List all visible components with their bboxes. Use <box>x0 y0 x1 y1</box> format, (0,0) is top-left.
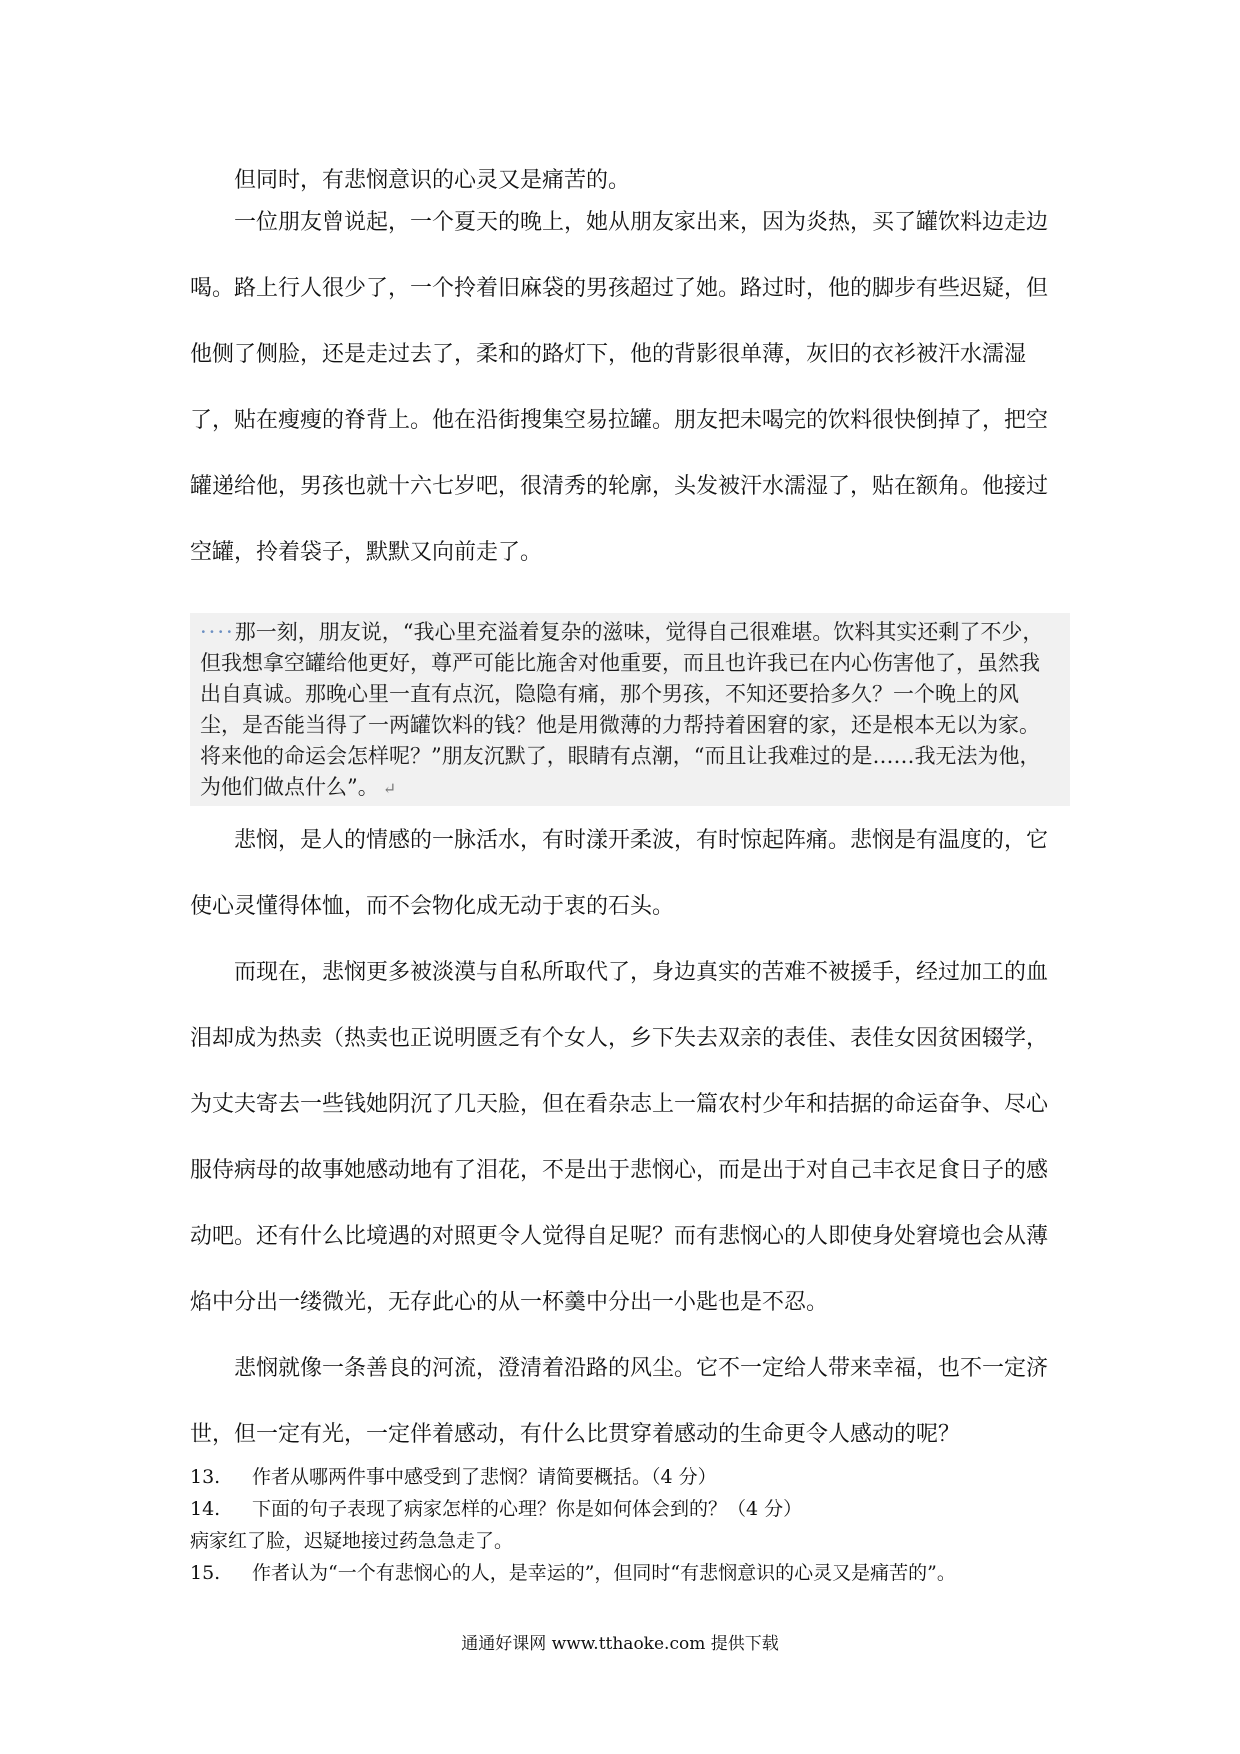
ellipsis-dots: ···· <box>200 620 235 644</box>
paragraph-story: 一位朋友曾说起，一个夏天的晚上，她从朋友家出来，因为炎热，买了罐饮料边走边喝。路上行人很少了，一个拎着旧麻袋的男孩超过了她。路过时，他的脚步有些迟疑，但他侧了侧脸，还是走过去了，柔和的路灯下，他的背影很单薄，灰旧的衣衫被汗水濡湿了，贴在瘦瘦的脊背上。他在沿街搜集空易拉罐。朋友把未喝完的饮料很快倒掉了，把空罐递给他，男孩也就十六七岁吧，很清秀的轮廓，头发被汗水濡湿了，贴在额角。他接过空罐，拎着袋子，默默又向前走了。 <box>190 210 1049 565</box>
question-list <box>190 1461 1070 1589</box>
paragraph-compassion-definition: 悲悯，是人的情感的一脉活水，有时漾开柔波，有时惊起阵痛。悲悯是有温度的，它使心灵懂得体恤，而不会物化成无动于衷的石头。 <box>190 828 1049 919</box>
question-14-quote <box>190 1525 1070 1557</box>
question-13 <box>190 1461 1070 1493</box>
question-number: 15. <box>190 1562 221 1584</box>
question-14 <box>190 1493 1070 1525</box>
page-footer: 通通好课网 www.tthaoke.com 提供下载 <box>461 1634 779 1654</box>
question-text: 作者从哪两件事中感受到了悲悯？请简要概括。（4 分） <box>252 1466 717 1488</box>
question-text: 作者认为“一个有悲悯心的人，是幸运的”，但同时“有悲悯意识的心灵又是痛苦的”。 <box>252 1562 956 1584</box>
quoted-passage <box>190 613 1070 806</box>
quote-text: 那一刻，朋友说，“我心里充溢着复杂的滋味，觉得自己很难堪。饮料其实还剩了不少，但我想拿空罐给他更好，尊严可能比施舍对他重要，而且也许我已在内心伤害他了，虽然我出自真诚。那晚心里一直有点沉，隐隐有痛，那个男孩，不知还要拾多久？一个晚上的风尘，是否能当得了一两罐饮料的钱？他是用微薄的力帮持着困窘的家，还是根本无以为家。将来他的命运会怎样呢？”朋友沉默了，眼睛有点潮，“而且让我难过的是……我无法为他，为他们做点什么”。 <box>200 620 1044 799</box>
question-text: 病家红了脸，迟疑地接过药急急走了。 <box>190 1530 514 1552</box>
return-mark-icon: ↵ <box>382 779 397 798</box>
paragraph-indifference: 而现在，悲悯更多被淡漠与自私所取代了，身边真实的苦难不被援手，经过加工的血泪却成为热卖（热卖也正说明匮乏有个女人，乡下失去双亲的表佳、表佳女因贫困辍学，为丈夫寄去一些钱她阴沉了几天脸，但在看杂志上一篇农村少年和拮据的命运奋争、尽心服侍病母的故事她感动地有了泪花，不是出于悲悯心，而是出于对自己丰衣足食日子的感动吧。还有什么比境遇的对照更令人觉得自足呢？而有悲悯心的人即使身处窘境也会从薄焰中分出一缕微光，无存此心的从一杯羹中分出一小匙也是不忍。 <box>190 960 1049 1315</box>
question-15 <box>190 1557 1070 1589</box>
question-text: 下面的句子表现了病家怎样的心理？你是如何体会到的？（4 分） <box>252 1498 803 1520</box>
paragraph-conclusion: 悲悯就像一条善良的河流，澄清着沿路的风尘。它不一定给人带来幸福，也不一定济世，但一定有光，一定伴着感动，有什么比贯穿着感动的生命更令人感动的呢？ <box>190 1356 1049 1447</box>
question-number: 13. <box>190 1466 221 1488</box>
paragraph-intro: 但同时，有悲悯意识的心灵又是痛苦的。 <box>234 168 631 193</box>
question-number: 14. <box>190 1498 221 1520</box>
